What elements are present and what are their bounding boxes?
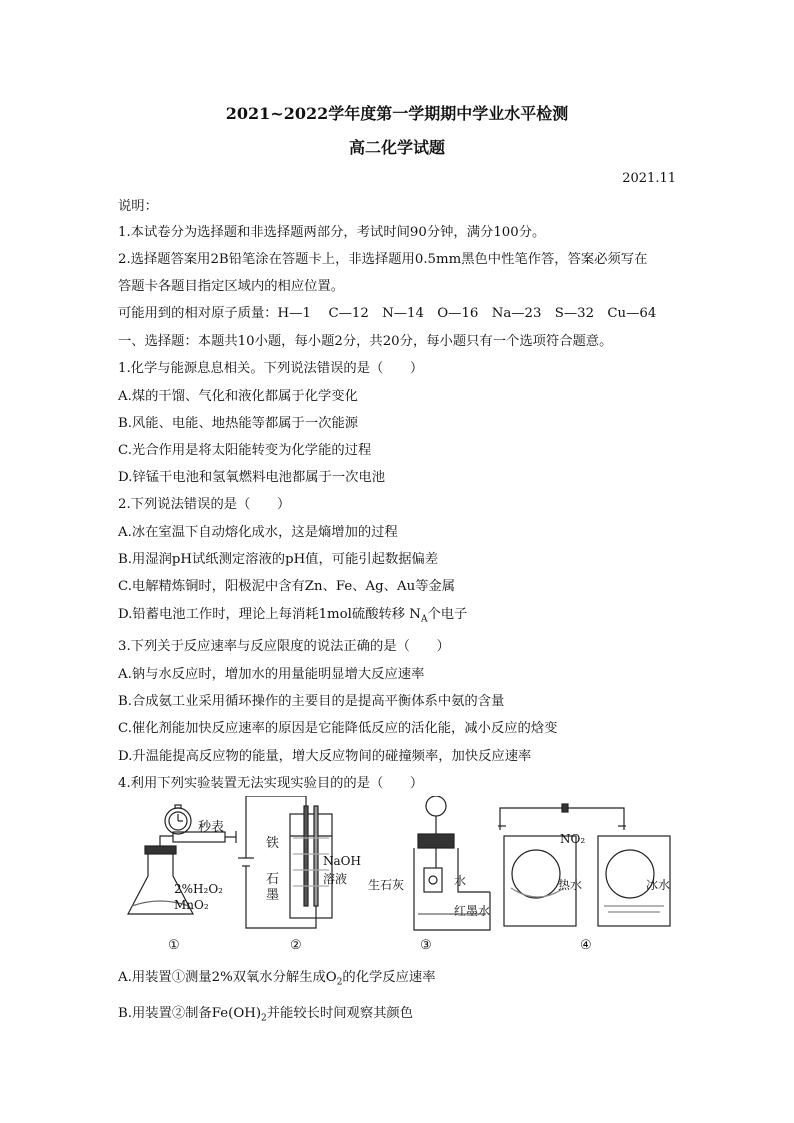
label-mno2: MnO₂ — [174, 898, 209, 912]
instruction-item: 2.选择题答案用2B铅笔涂在答题卡上，非选择题用0.5mm黑色中性笔作答，答案必须写在 — [118, 252, 648, 267]
instruction-item: 1.本试卷分为选择题和非选择题两部分，考试时间90分钟，满分100分。 — [118, 225, 546, 240]
option: A.冰在室温下自动熔化成水，这是熵增加的过程 — [118, 525, 398, 540]
label-hot-water: 热水 — [558, 878, 583, 892]
exam-date: 2021.11 — [622, 171, 676, 186]
option-text: B.用装置②制备Fe(OH) — [118, 1006, 262, 1021]
label-naoh: NaOH — [323, 854, 361, 868]
option-text: 的化学反应速率 — [342, 970, 436, 985]
option-text: 个电子 — [427, 607, 468, 622]
option-text: A.用装置①测量2%双氧水分解生成O — [118, 970, 337, 985]
option — [118, 603, 467, 625]
option: C.催化剂能加快反应速率的原因是它能降低反应的活化能，减小反应的焓变 — [118, 721, 558, 736]
label-h2o2: 2%H₂O₂ — [174, 882, 223, 896]
option — [118, 966, 436, 988]
label-iron: 铁 — [266, 836, 280, 851]
label-red-ink: 红墨水 — [454, 904, 491, 918]
label-graphite: 石墨 — [266, 872, 280, 903]
label-ice-water: 冰水 — [646, 878, 671, 892]
figure-number: ④ — [580, 938, 592, 953]
label-water: 水 — [454, 874, 467, 888]
option: B.合成氨工业采用循环操作的主要目的是提高平衡体系中氨的含量 — [118, 694, 505, 709]
option: A.钠与水反应时，增加水的用量能明显增大反应速率 — [118, 667, 425, 682]
option: B.风能、电能、地热能等都属于一次能源 — [118, 416, 359, 431]
figure-number: ② — [290, 938, 302, 953]
question-stem: 3.下列关于反应速率与反应限度的说法正确的是（ ） — [118, 639, 450, 654]
option-text: 并能较长时间观察其颜色 — [266, 1006, 414, 1021]
separatory-funnel — [426, 796, 446, 816]
option-text: D.铅蓄电池工作时，理论上每消耗1mol硫酸转移 N — [118, 607, 421, 622]
section-heading: 一、选择题：本题共10小题，每小题2分，共20分，每小题只有一个选项符合题意。 — [118, 334, 613, 349]
option: C.光合作用是将太阳能转变为化学能的过程 — [118, 443, 372, 458]
instruction-item: 答题卡各题目指定区域内的相应位置。 — [118, 279, 345, 294]
instructions-heading: 说明： — [118, 199, 158, 214]
question-stem: 4.利用下列实验装置无法实现实验目的的是（ ） — [118, 776, 424, 791]
subscript: A — [420, 614, 428, 625]
label-solution: 溶液 — [323, 872, 348, 886]
option: A.煤的干馏、气化和液化都属于化学变化 — [118, 389, 358, 404]
figure-number: ① — [168, 938, 180, 953]
question-stem: 2.下列说法错误的是（ ） — [118, 497, 291, 512]
apparatus-figures — [118, 796, 678, 960]
subscript: 2 — [336, 977, 343, 988]
option: B.用湿润pH试纸测定溶液的pH值，可能引起数据偏差 — [118, 552, 439, 567]
label-quicklime: 生石灰 — [368, 878, 405, 892]
figure-number: ③ — [420, 938, 432, 953]
exam-subtitle: 高二化学试题 — [348, 138, 445, 157]
atomic-masses: 可能用到的相对原子质量：H—1 C—12 N—14 O—16 Na—23 S—32 Cu—64 — [118, 306, 657, 321]
option: C.电解精炼铜时，阳极泥中含有Zn、Fe、Ag、Au等金属 — [118, 579, 456, 594]
subscript: 2 — [261, 1013, 267, 1024]
test-tube — [424, 868, 442, 892]
option — [118, 1002, 413, 1024]
option: D.升温能提高反应物的能量，增大反应物间的碰撞频率，加快反应速率 — [118, 749, 532, 764]
question-stem: 1.化学与能源息息相关。下列说法错误的是（ ） — [118, 361, 424, 376]
label-stopwatch: 秒表 — [198, 820, 225, 835]
label-no2: NO₂ — [560, 832, 586, 846]
exam-title: 2021~2022学年度第一学期期中学业水平检测 — [225, 104, 569, 123]
option: D.锌锰干电池和氢氧燃料电池都属于一次电池 — [118, 470, 386, 485]
